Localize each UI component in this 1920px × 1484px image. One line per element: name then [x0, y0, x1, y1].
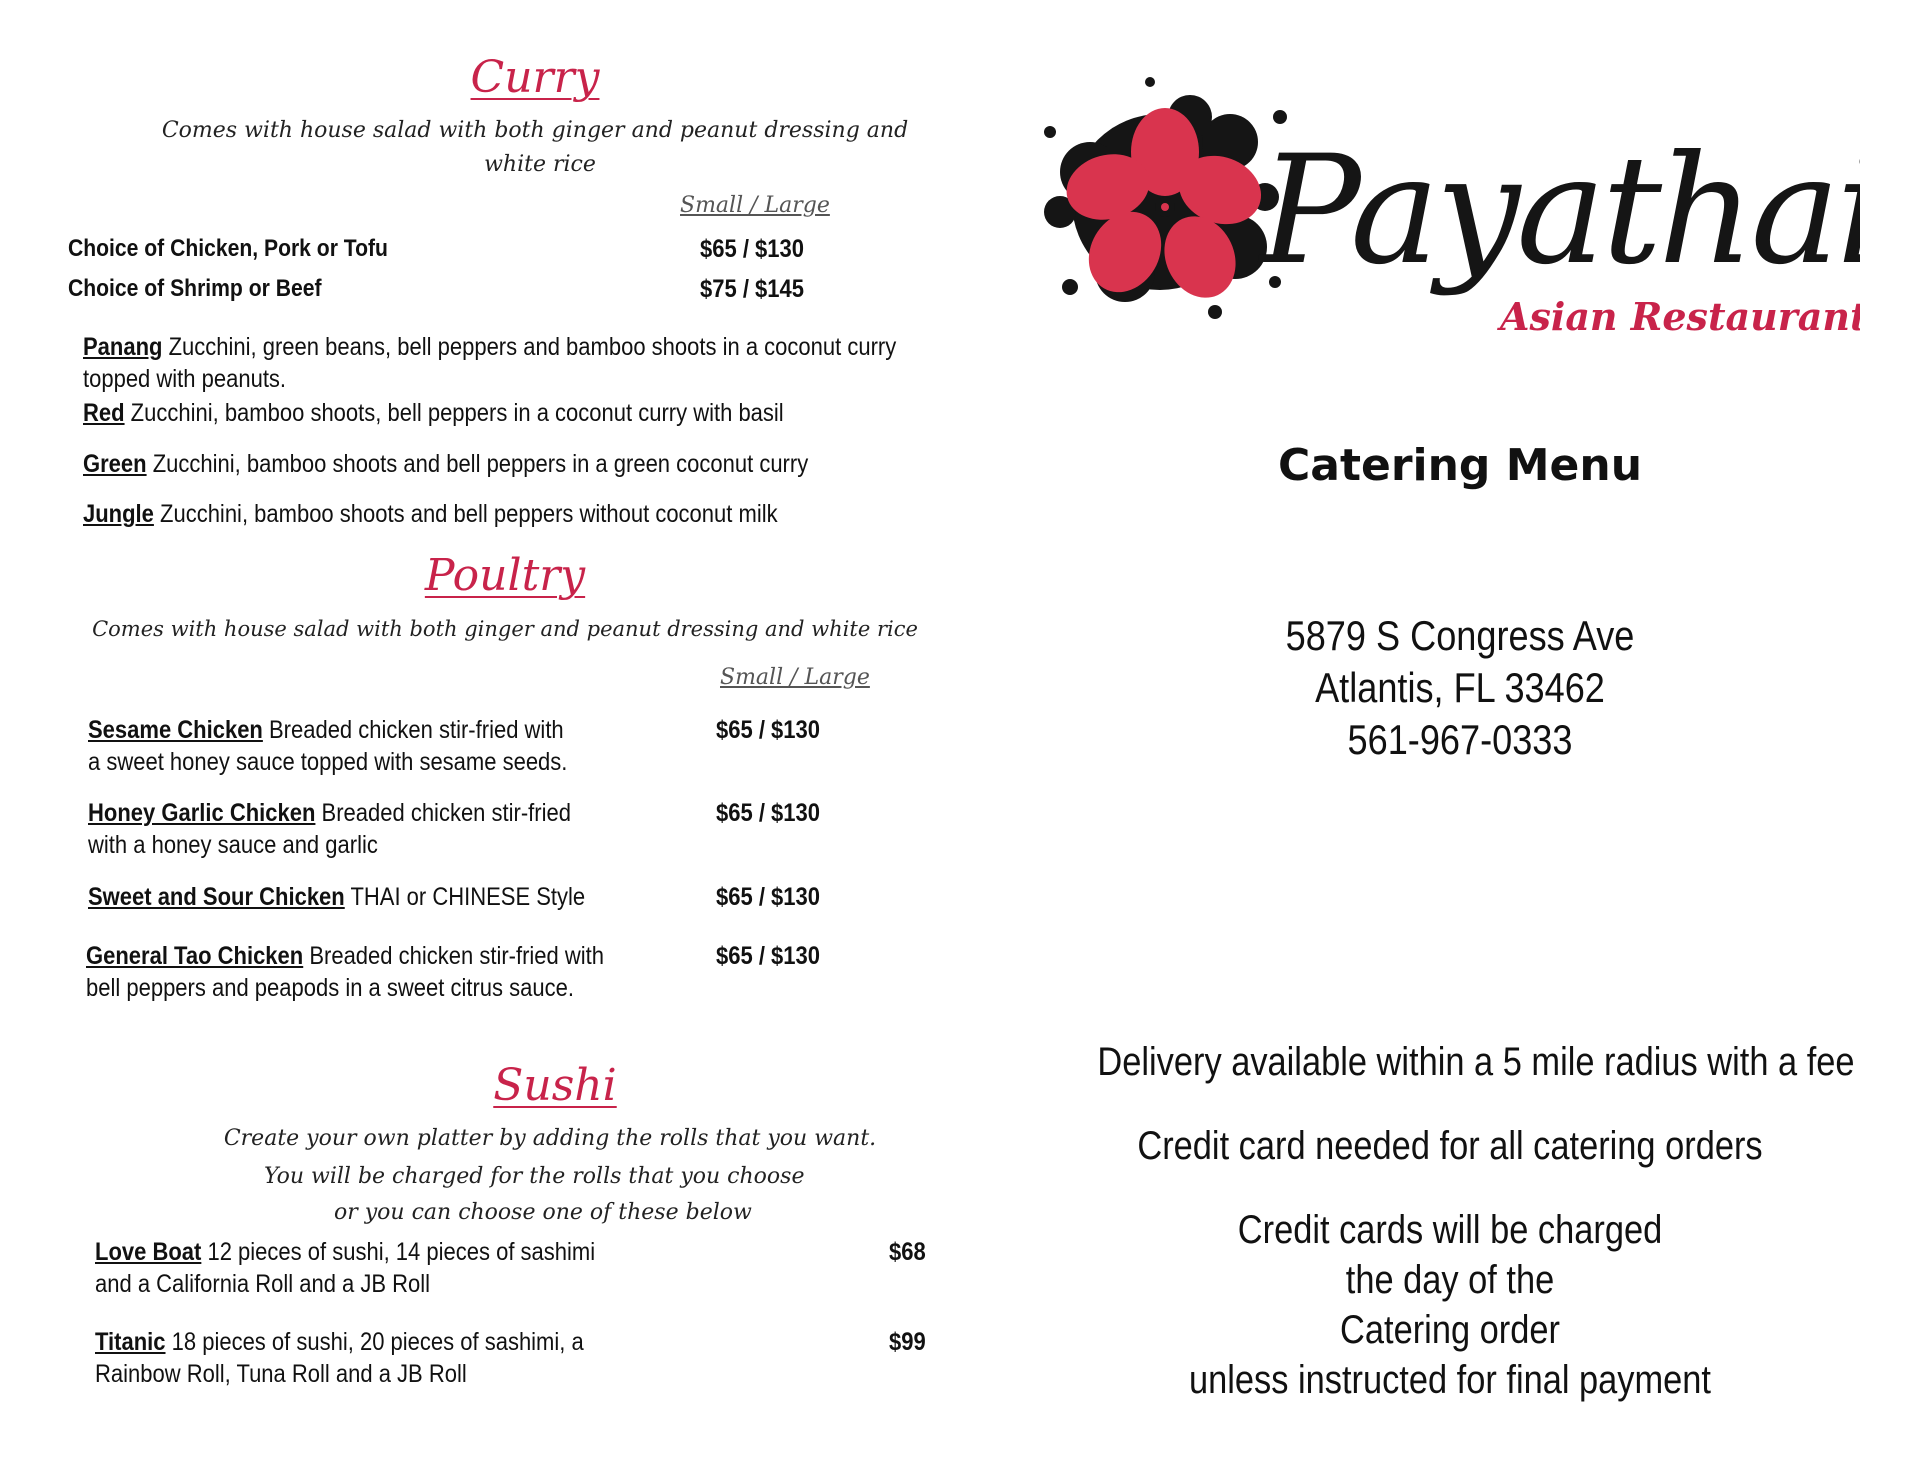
curry-type-desc: Zucchini, bamboo shoots and bell peppers in a green coconut curry — [146, 450, 809, 478]
sushi-item — [95, 1326, 584, 1390]
poultry-item-price: $65 / $130 — [716, 883, 820, 911]
poultry-item-desc: THAI or CHINESE Style — [344, 883, 586, 911]
sushi-item-desc2: and a California Roll and a JB Roll — [95, 1270, 431, 1298]
sushi-note-line3: or you can choose one of these below — [334, 1200, 752, 1225]
poultry-title: Poultry — [424, 550, 586, 601]
poultry-item-name: Honey Garlic Chicken — [88, 799, 316, 827]
poultry-item-price: $65 / $130 — [716, 799, 820, 827]
poultry-size-header: Small / Large — [720, 665, 870, 690]
sushi-item-price: $68 — [889, 1238, 926, 1266]
logo-wordmark: Payathai — [1260, 124, 1860, 298]
curry-type-jungle — [83, 498, 778, 530]
curry-type-green — [83, 448, 808, 480]
delivery-policy: Delivery available within a 5 mile radius with a fee — [1097, 1040, 1855, 1084]
poultry-item-name: Sesame Chicken — [88, 716, 263, 744]
poultry-item-desc: Breaded chicken stir-fried — [315, 799, 571, 827]
poultry-item-price: $65 / $130 — [716, 716, 820, 744]
sushi-item-desc: 12 pieces of sushi, 14 pieces of sashimi — [201, 1238, 596, 1266]
sushi-item-name: Titanic — [95, 1328, 166, 1356]
poultry-item-price: $65 / $130 — [716, 942, 820, 970]
curry-type-red — [83, 397, 784, 429]
restaurant-logo — [1030, 72, 1860, 352]
sushi-item-name: Love Boat — [95, 1238, 202, 1266]
poultry-item — [86, 940, 604, 1004]
charge-policy-line4: unless instructed for final payment — [1188, 1358, 1711, 1402]
curry-type-desc: Zucchini, bamboo shoots, bell peppers in a coconut curry with basil — [124, 399, 784, 427]
curry-type-desc: Zucchini, green beans, bell peppers and bamboo shoots in a coconut curry — [162, 333, 897, 361]
curry-type-name: Panang — [83, 333, 163, 361]
phone-number: 561-967-0333 — [1347, 716, 1573, 763]
poultry-item — [88, 881, 585, 913]
charge-policy-line2: the day of the — [1345, 1258, 1555, 1302]
poultry-item-desc2: bell peppers and peapods in a sweet citrus sauce. — [86, 974, 574, 1002]
sushi-note-line2: You will be charged for the rolls that you choose — [264, 1164, 805, 1189]
address-line2: Atlantis, FL 33462 — [1315, 664, 1605, 711]
curry-type-panang — [83, 331, 896, 395]
curry-type-name: Green — [83, 450, 147, 478]
poultry-item — [88, 714, 567, 778]
curry-type-name: Jungle — [83, 500, 154, 528]
sushi-item-desc2: Rainbow Roll, Tuna Roll and a JB Roll — [95, 1360, 467, 1388]
curry-choice-price: $75 / $145 — [700, 275, 804, 303]
curry-size-header: Small / Large — [680, 193, 830, 218]
curry-type-desc: Zucchini, bamboo shoots and bell peppers without coconut milk — [153, 500, 778, 528]
address-line1: 5879 S Congress Ave — [1285, 612, 1635, 659]
curry-type-name: Red — [83, 399, 125, 427]
poultry-item-name: Sweet and Sour Chicken — [88, 883, 345, 911]
poultry-note: Comes with house salad with both ginger and peanut dressing and white rice — [92, 617, 918, 641]
curry-note-line1: Comes with house salad with both ginger and peanut dressing and — [161, 118, 909, 143]
curry-choice-label: Choice of Chicken, Pork or Tofu — [68, 235, 388, 262]
sushi-note-line1: Create your own platter by adding the rolls that you want. — [223, 1126, 877, 1151]
poultry-item-desc: Breaded chicken stir-fried with — [262, 716, 564, 744]
catering-title: Catering Menu — [1277, 440, 1643, 491]
curry-choice-label: Choice of Shrimp or Beef — [68, 275, 322, 302]
sushi-item-desc: 18 pieces of sushi, 20 pieces of sashimi, a — [165, 1328, 584, 1356]
logo-tagline: Asian Restaurant — [1500, 294, 1860, 339]
poultry-item-desc2: a sweet honey sauce topped with sesame seeds. — [88, 748, 568, 776]
sushi-title: Sushi — [493, 1060, 617, 1111]
sushi-item — [95, 1236, 595, 1300]
poultry-item — [88, 797, 571, 861]
credit-card-policy: Credit card needed for all catering orders — [1137, 1124, 1763, 1168]
curry-title: Curry — [470, 52, 600, 103]
sushi-item-price: $99 — [889, 1328, 926, 1356]
charge-policy-line1: Credit cards will be charged — [1237, 1208, 1663, 1252]
charge-policy-line3: Catering order — [1340, 1308, 1560, 1352]
flower-icon — [1030, 72, 1860, 352]
poultry-item-desc2: with a honey sauce and garlic — [88, 831, 378, 859]
poultry-item-desc: Breaded chicken stir-fried with — [303, 942, 605, 970]
poultry-item-name: General Tao Chicken — [86, 942, 304, 970]
curry-type-desc2: topped with peanuts. — [83, 365, 287, 393]
curry-choice-price: $65 / $130 — [700, 235, 804, 263]
curry-note-line2: white rice — [484, 152, 596, 177]
